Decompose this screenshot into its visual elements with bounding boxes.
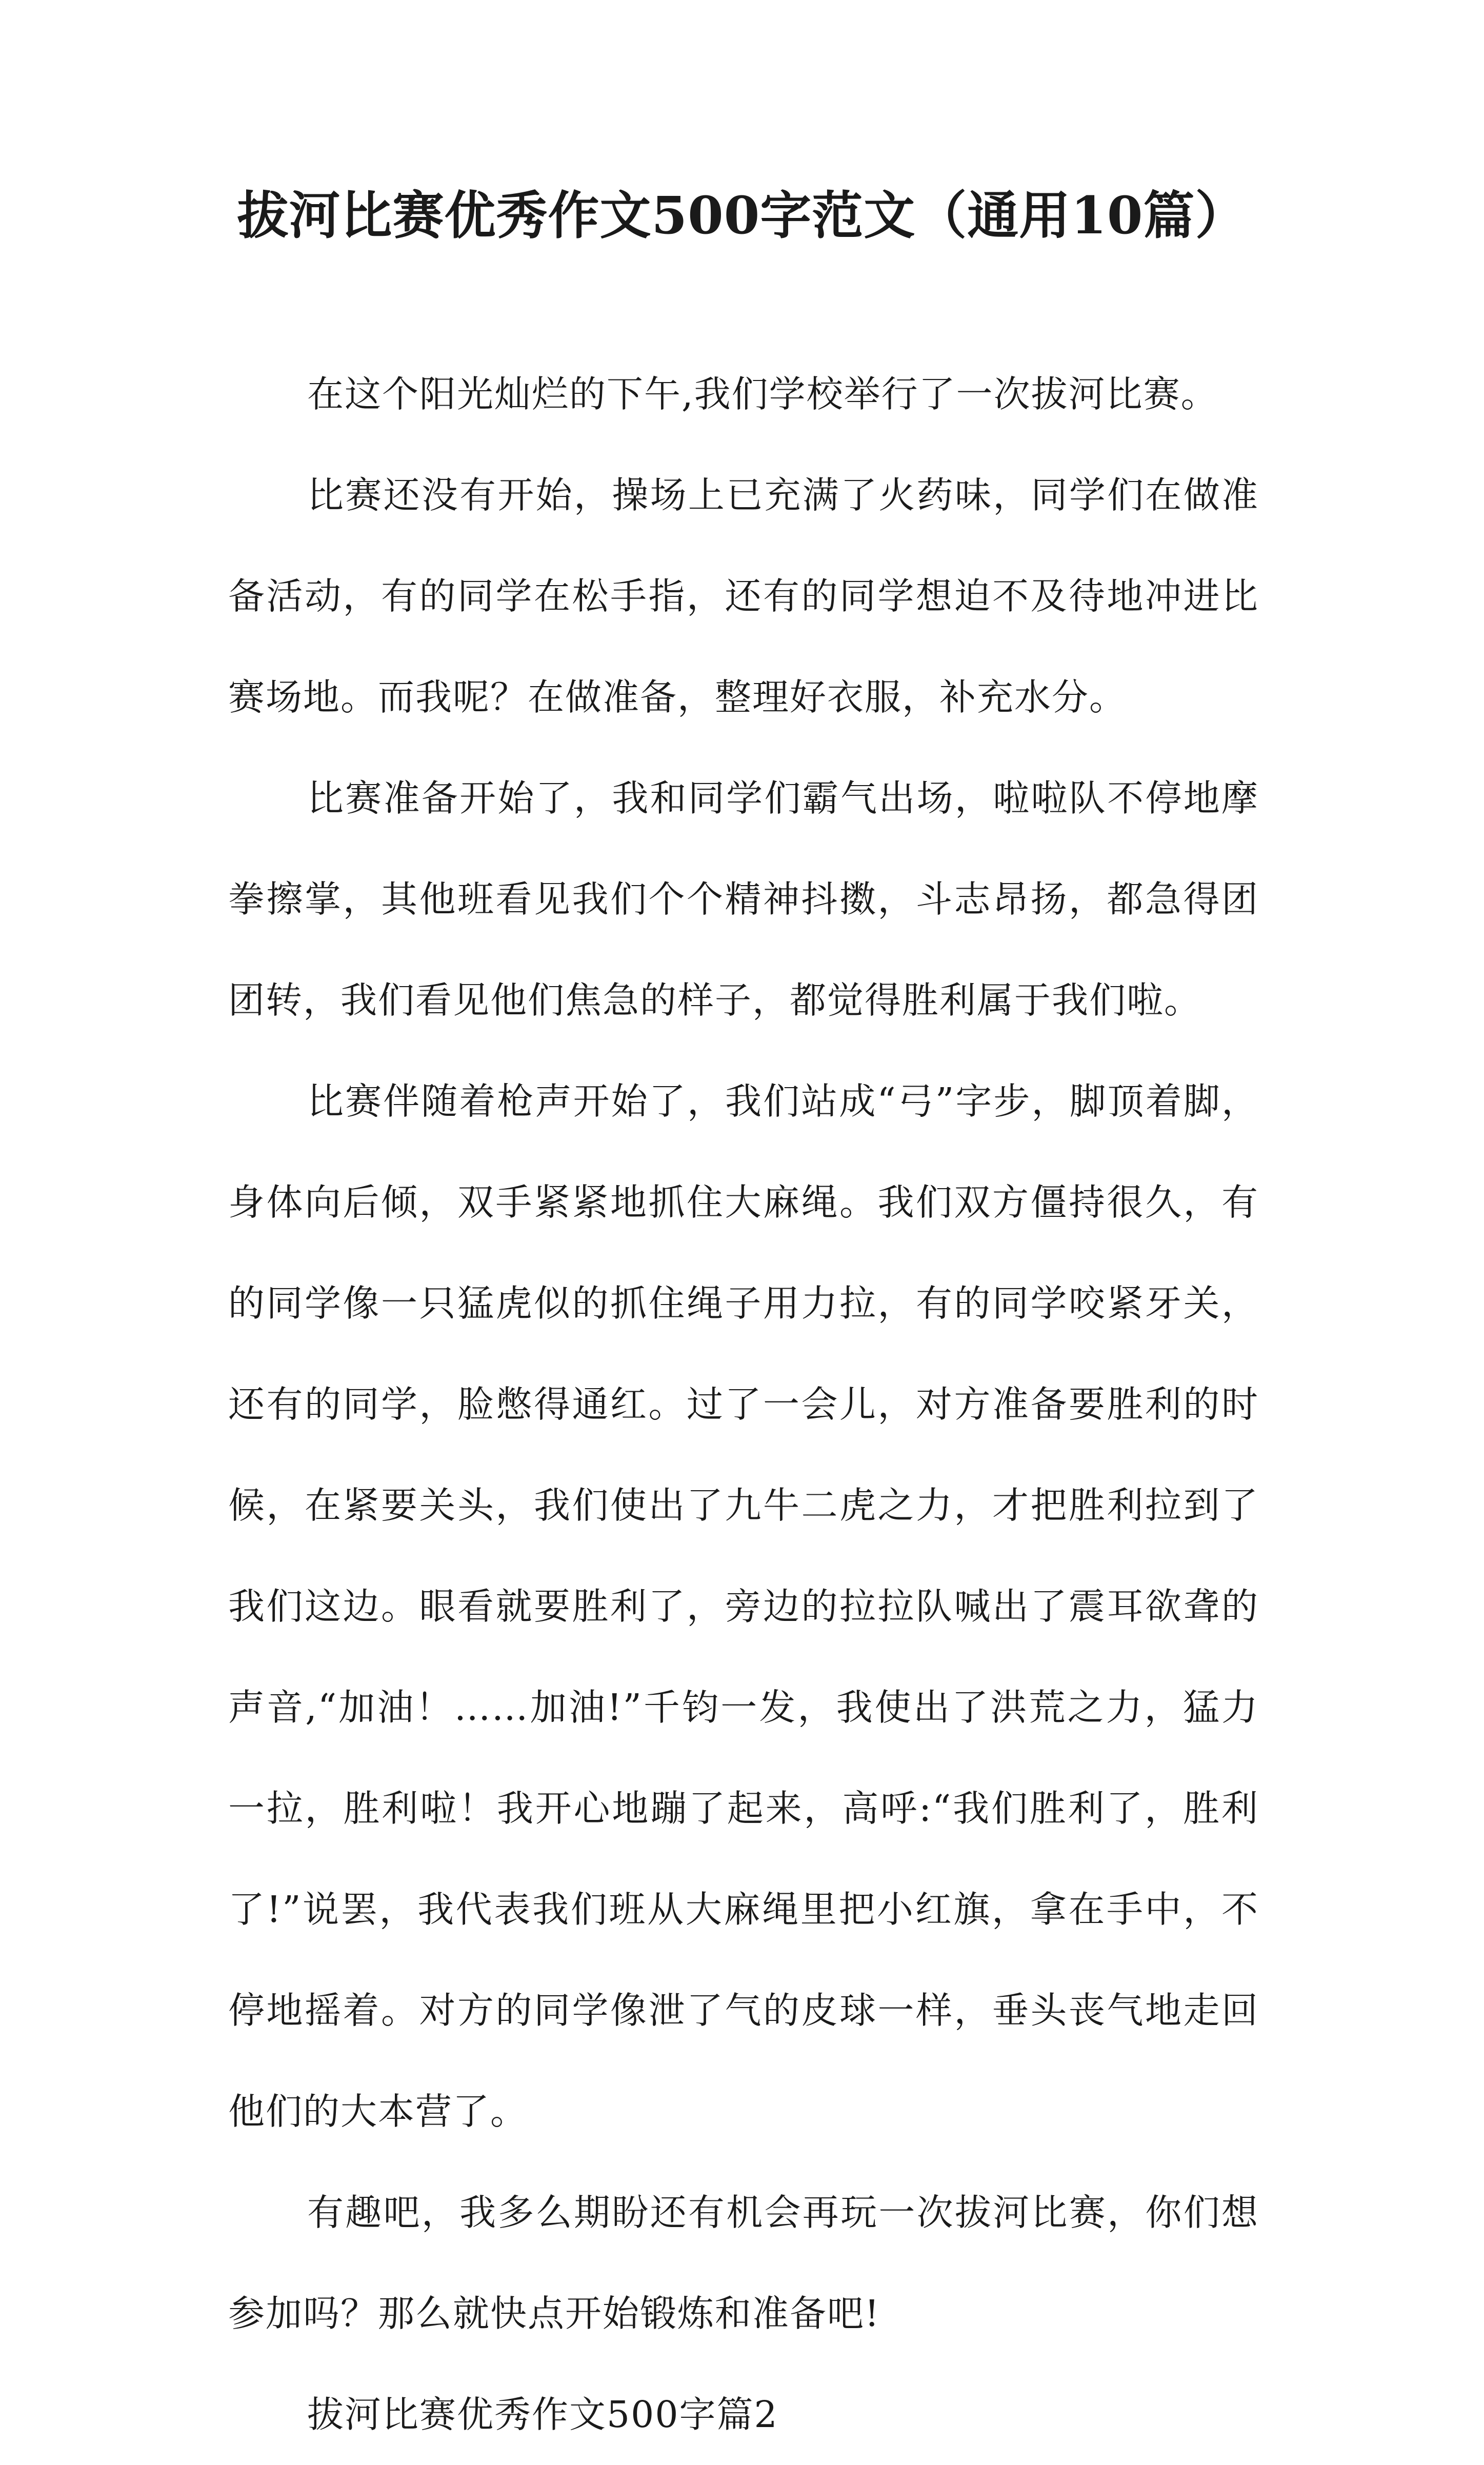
paragraph: 比赛准备开始了，我和同学们霸气出场，啦啦队不停地摩拳擦掌，其他班看见我们个个精神抖擞，斗志昂扬，都急得团团转，我们看见他们焦急的样子，都觉得胜利属于我们啦。: [228, 777, 1259, 1021]
paragraph: 比赛伴随着枪声开始了，我们站成“弓”字步，脚顶着脚，身体向后倾，双手紧紧地抓住大麻绳。我们双方僵持很久，有的同学像一只猛虎似的抓住绳子用力拉，有的同学咬紧牙关，还有的同学，脸憋得通红。过了一会儿，对方准备要胜利的时候，在紧要关头，我们使出了九牛二虎之力，才把胜利拉到了我们这边。眼看就要胜利了，旁边的拉拉队喊出了震耳欲聋的声音,“加油！……加油!”千钧一发，我使出了洪荒之力，猛力一拉，胜利啦！我开心地蹦了起来，高呼:“我们胜利了，胜利了!”说罢，我代表我们班从大麻绳里把小红旗，拿在手中，不停地摇着。对方的同学像泄了气的皮球一样，垂头丧气地走回他们的大本营了。: [228, 1080, 1259, 2133]
document-title: 拔河比赛优秀作文500字范文（通用10篇）: [237, 185, 1247, 246]
paragraph: 在这个阳光灿烂的下午,我们学校举行了一次拔河比赛。: [307, 373, 1218, 415]
section-heading: 拔河比赛优秀作文500字篇2: [307, 2393, 778, 2436]
paragraph: 比赛还没有开始，操场上已充满了火药味，同学们在做准备活动，有的同学在松手指，还有的同学想迫不及待地冲进比赛场地。而我呢？在做准备，整理好衣服，补充水分。: [228, 474, 1259, 718]
document-body: [228, 344, 1259, 2465]
paragraph: 有趣吧，我多么期盼还有机会再玩一次拔河比赛，你们想参加吗？那么就快点开始锻炼和准备吧!: [228, 2191, 1259, 2335]
